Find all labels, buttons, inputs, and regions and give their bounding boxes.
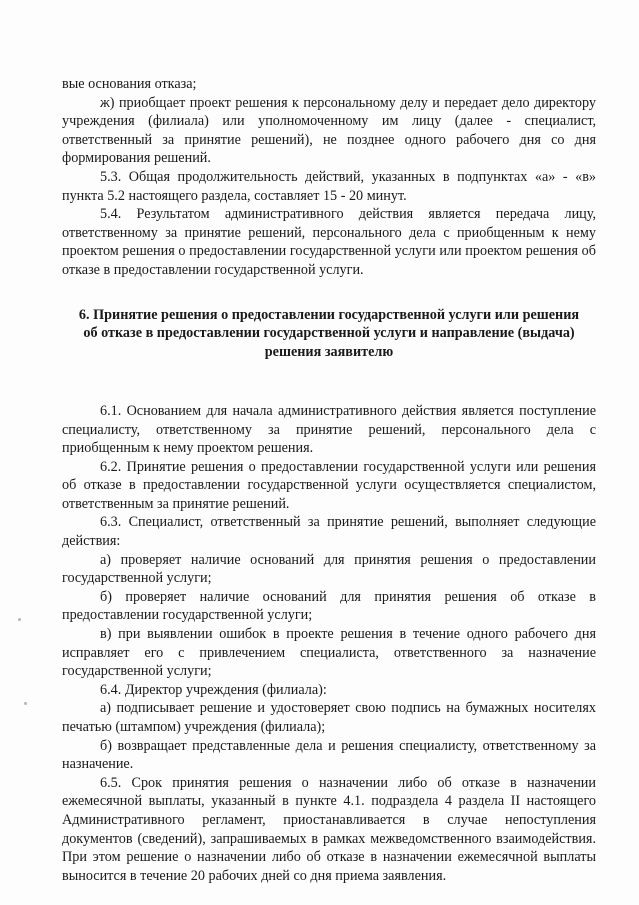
paragraph: б) возвращает представленные дела и решения специалисту, ответственному за назначение. (62, 737, 596, 773)
paragraph: а) подписывает решение и удостоверяет свою подпись на бумажных носителях печатью (штампом) учреждения (филиала); (62, 700, 596, 736)
paragraph: ж) приобщает проект решения к персональному делу и передает дело директору учреждения (филиала) или уполномоченному им лицу (далее - специалист, ответственный за принятие решений), не позднее одного рабочего дня со дня формирования решений. (62, 94, 596, 167)
scan-speck (18, 618, 21, 621)
paragraph: 6.5. Срок принятия решения о назначении либо об отказе в назначении ежемесячной выплаты, указанный в пункте 4.1. подраздела 4 раздела II настоящего Административного регламент, приостанавливается в случае непоступления документов (сведений), запрашиваемых в рамках межведомственного взаимодействия. При этом решение о назначении либо об отказе в назначении ежемесячной выплаты выносится в течение 20 рабочих дней со дня приема заявления. (62, 774, 596, 884)
paragraph: в) при выявлении ошибок в проекте решения в течение одного рабочего дня исправляет его с привлечением специалиста, ответственного за назначение государственной услуги; (62, 626, 596, 680)
paragraph: вые основания отказа; (62, 76, 197, 92)
section-heading-line: об отказе в предоставлении государственной услуги и направление (выдача) (83, 325, 575, 342)
paragraph: 6.1. Основанием для начала административного действия является поступление специалисту, ответственному за принятие решений, персонального дела с приобщенным к нему проектом решения. (62, 402, 596, 457)
scan-speck (24, 702, 27, 705)
section-heading-line: 6. Принятие решения о предоставлении государственной услуги или решения (78, 306, 580, 323)
paragraph: 6.4. Директор учреждения (филиала): (100, 681, 327, 698)
document-body (62, 75, 596, 885)
section-heading-line: решения заявителю (264, 344, 394, 361)
paragraph: 5.4. Результатом административного действия является передача лицу, ответственному за принятие решений, персонального дела с приобщенным к нему проектом решения о предоставлении государственной услуги или проектом решения об отказе в предоставлении государственной услуги. (62, 206, 596, 278)
section-heading (62, 306, 596, 362)
paragraph: б) проверяет наличие оснований для принятия решения об отказе в предоставлении государственной услуги; (62, 588, 596, 624)
paragraph: 6.2. Принятие решения о предоставлении государственной услуги или решения об отказе в предоставлении государственной услуги осуществляется специалистом, ответственным за принятие решений. (62, 458, 596, 512)
paragraph: 6.3. Специалист, ответственный за принятие решений, выполняет следующие действия: (62, 514, 596, 550)
paragraph: 5.3. Общая продолжительность действий, указанных в подпунктах «а» - «в» пункта 5.2 настоящего раздела, составляет 15 - 20 минут. (62, 168, 596, 204)
paragraph: а) проверяет наличие оснований для принятия решения о предоставлении государственной услуги; (62, 551, 596, 587)
